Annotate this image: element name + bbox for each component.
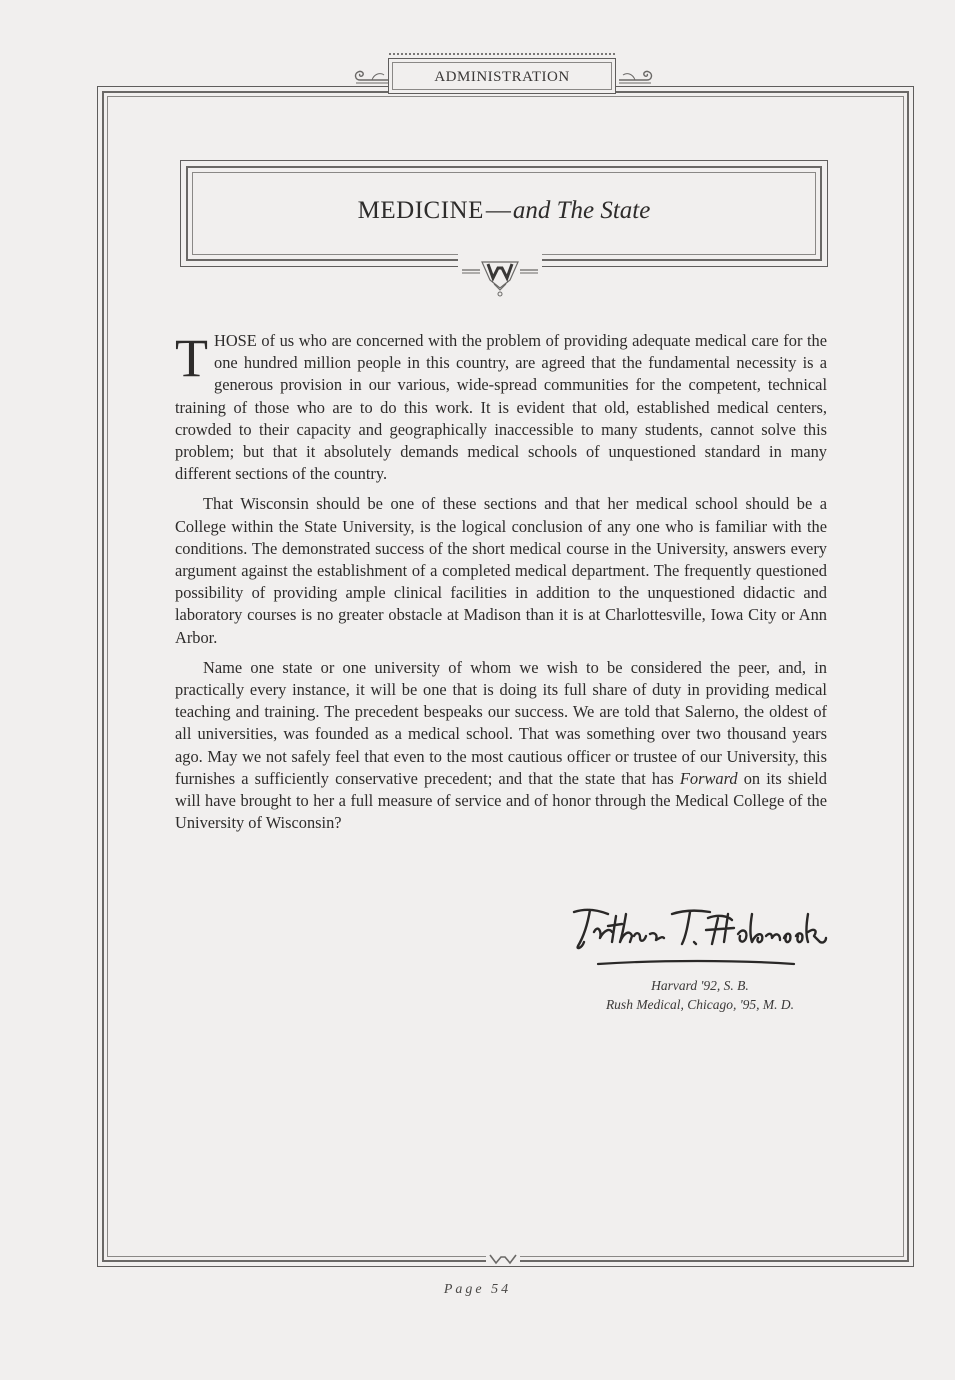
page-number: Page 54 — [443, 1282, 512, 1297]
paragraph-3 — [175, 657, 827, 835]
author-credentials — [560, 976, 840, 1014]
paragraph-3-emphasis: Forward — [679, 768, 738, 788]
paragraph-1 — [175, 330, 827, 485]
drop-cap: T — [175, 328, 208, 388]
section-label: ADMINISTRATION — [434, 69, 570, 85]
paragraph-3-text-b: on its shield will have brought to her a full measure of service and of honor through the Medical College of the University of Wisconsin? — [175, 768, 827, 833]
title-subtitle: and The State — [512, 197, 651, 224]
footer-w-ornament-icon — [486, 1252, 520, 1266]
header-ornament — [389, 53, 615, 60]
title-dash: — — [485, 197, 511, 224]
scroll-ornament-left-icon — [352, 66, 390, 86]
credential-line-2: Rush Medical, Chicago, '95, M. D. — [605, 997, 795, 1012]
w-emblem-icon — [458, 252, 542, 298]
paragraph-1-text: HOSE of us who are concerned with the problem of providing adequate medical care for the one hundred million people in this country, are agreed that the fundamental necessity is a generous provision in our various, wide-spread communities for the competent, technical training of those who are to do this work. It is evident that old, established medical centers, crowded to their capacity and geographically inaccessible to many students, cannot solve this problem; but that it absolutely demands medical schools of unquestioned standard in many different sections of the country. — [175, 331, 827, 484]
title-main: MEDICINE — [357, 197, 484, 224]
credential-line-1: Harvard '92, S. B. — [651, 978, 749, 993]
handwritten-signature — [568, 902, 830, 972]
article-title — [181, 197, 827, 225]
paragraph-3-text-a: Name one state or one university of whom we wish to be considered the peer, and, in practically every instance, it will be one that is doing its full share of duty in providing medical teaching and training. The precedent bespeaks our success. We are told that Salerno, the oldest of all universities, was founded as a medical school. That was something over two thousand years ago. May we not safely feel that even to the most cautious officer or trustee of our University, this furnishes a sufficiently conservative precedent; and that the state that has — [175, 657, 827, 788]
scroll-ornament-right-icon — [617, 66, 655, 86]
section-header-tab — [388, 58, 616, 94]
title-frame — [180, 160, 828, 267]
paragraph-2: That Wisconsin should be one of these sections and that her medical school should be a College within the State University, is the logical conclusion of any one who is familiar with the conditions. The demonstrated success of the short medical course in the University, answers every argument against the establishment of a completed medical department. The frequently questioned possibility of providing ample clinical facilities in addition to the unquestioned didactic and laboratory courses is no greater obstacle at Madison than it is at Charlottesville, Iowa City or Ann Arbor. — [175, 494, 827, 647]
article-body — [175, 330, 827, 842]
